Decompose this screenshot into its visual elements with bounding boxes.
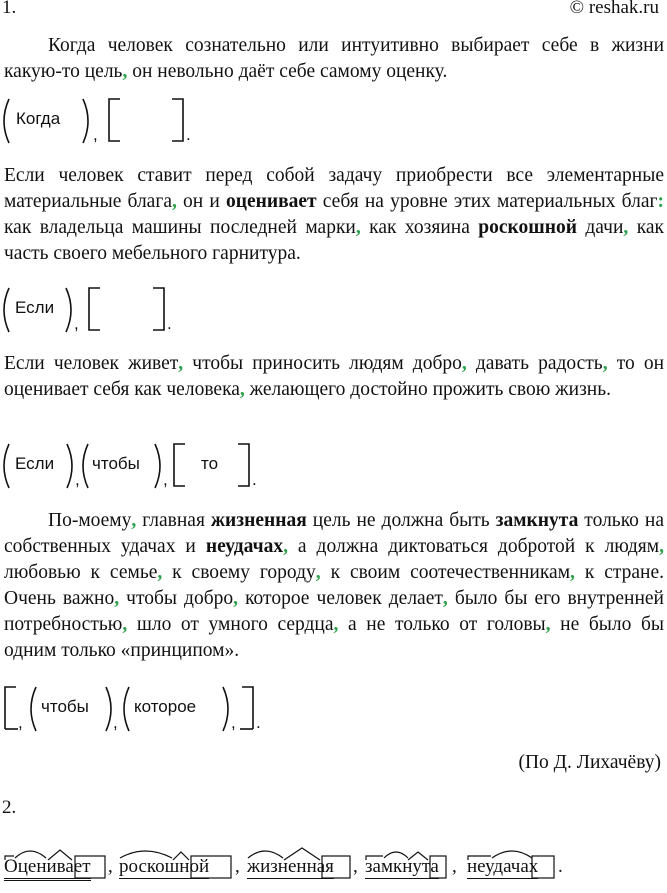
scheme-period: . (186, 125, 191, 144)
scheme-period: . (167, 314, 172, 333)
morpheme-word-4: замкнута (365, 856, 439, 877)
sentence-1: Когда человек сознательно или интуитивно выбирает себе в жизни какую-то цель, он невольно даёт себе самому оценку. (4, 35, 664, 82)
morpheme-word-5: неудачах (467, 856, 539, 877)
scheme-4-word-2: которое (134, 697, 197, 716)
morpheme-word-2: роскошной (119, 856, 210, 877)
morpheme-analysis (0, 838, 667, 893)
scheme-1-word-1: Когда (16, 109, 61, 128)
sentence-2: Если человек ставит перед собой задачу приобрести все элементарные материальные блага, он и оценивает себя на уровне этих материальных благ: как владельца машины последней марки, как хозяина роскошной дачи, как часть своего мебельного гарнитура. (4, 165, 665, 264)
scheme-4 (0, 683, 300, 743)
scheme-2 (0, 284, 200, 344)
scheme-comma: , (93, 125, 98, 144)
scheme-comma: , (18, 713, 23, 732)
morpheme-separator: , (235, 856, 240, 877)
task-2-number: 2. (2, 797, 17, 818)
scheme-comma: , (74, 314, 79, 333)
scheme-3-word-2: чтобы (92, 454, 140, 473)
scheme-4-word-1: чтобы (41, 697, 89, 716)
morpheme-end: . (558, 856, 563, 877)
scheme-3-word-1: Если (15, 454, 55, 473)
morpheme-separator: , (353, 856, 358, 877)
task-1-number: 1. (2, 0, 17, 18)
scheme-comma: , (113, 713, 118, 732)
morpheme-word-3: жизненная (247, 856, 334, 877)
sentence-4: По-моему, главная жизненная цель не должна быть замкнута только на собственных удачах и неудачах, а должна диктоваться добротой к людям, любовью к семье, к своему городу, к своим соотечественникам, к стране. Очень важно, чтобы добро, которое человек делает, было бы его внутренней потребностью, шло от умного сердца, а не только от головы, не было бы одним только «принципом». (4, 510, 664, 661)
morpheme-separator: , (452, 856, 457, 877)
watermark-text: © reshak.ru (569, 0, 659, 18)
scheme-3-word-3: то (201, 454, 219, 473)
scheme-period: . (256, 713, 261, 732)
scheme-1 (0, 95, 220, 155)
scheme-2-word-1: Если (15, 298, 55, 317)
sentence-3: Если человек живет, чтобы приносить людям добро, давать радость, то он оценивает себя как человека, желающего достойно прожить свою жизнь. (4, 353, 665, 400)
scheme-comma: , (163, 470, 168, 489)
morpheme-separator: , (108, 856, 113, 877)
morpheme-word-1: Оценивает (4, 856, 91, 881)
citation: (По Д. Лихачёву) (518, 752, 661, 773)
scheme-comma: , (231, 713, 236, 732)
scheme-comma: , (75, 470, 80, 489)
scheme-3 (0, 440, 300, 500)
scheme-period: . (252, 470, 257, 489)
